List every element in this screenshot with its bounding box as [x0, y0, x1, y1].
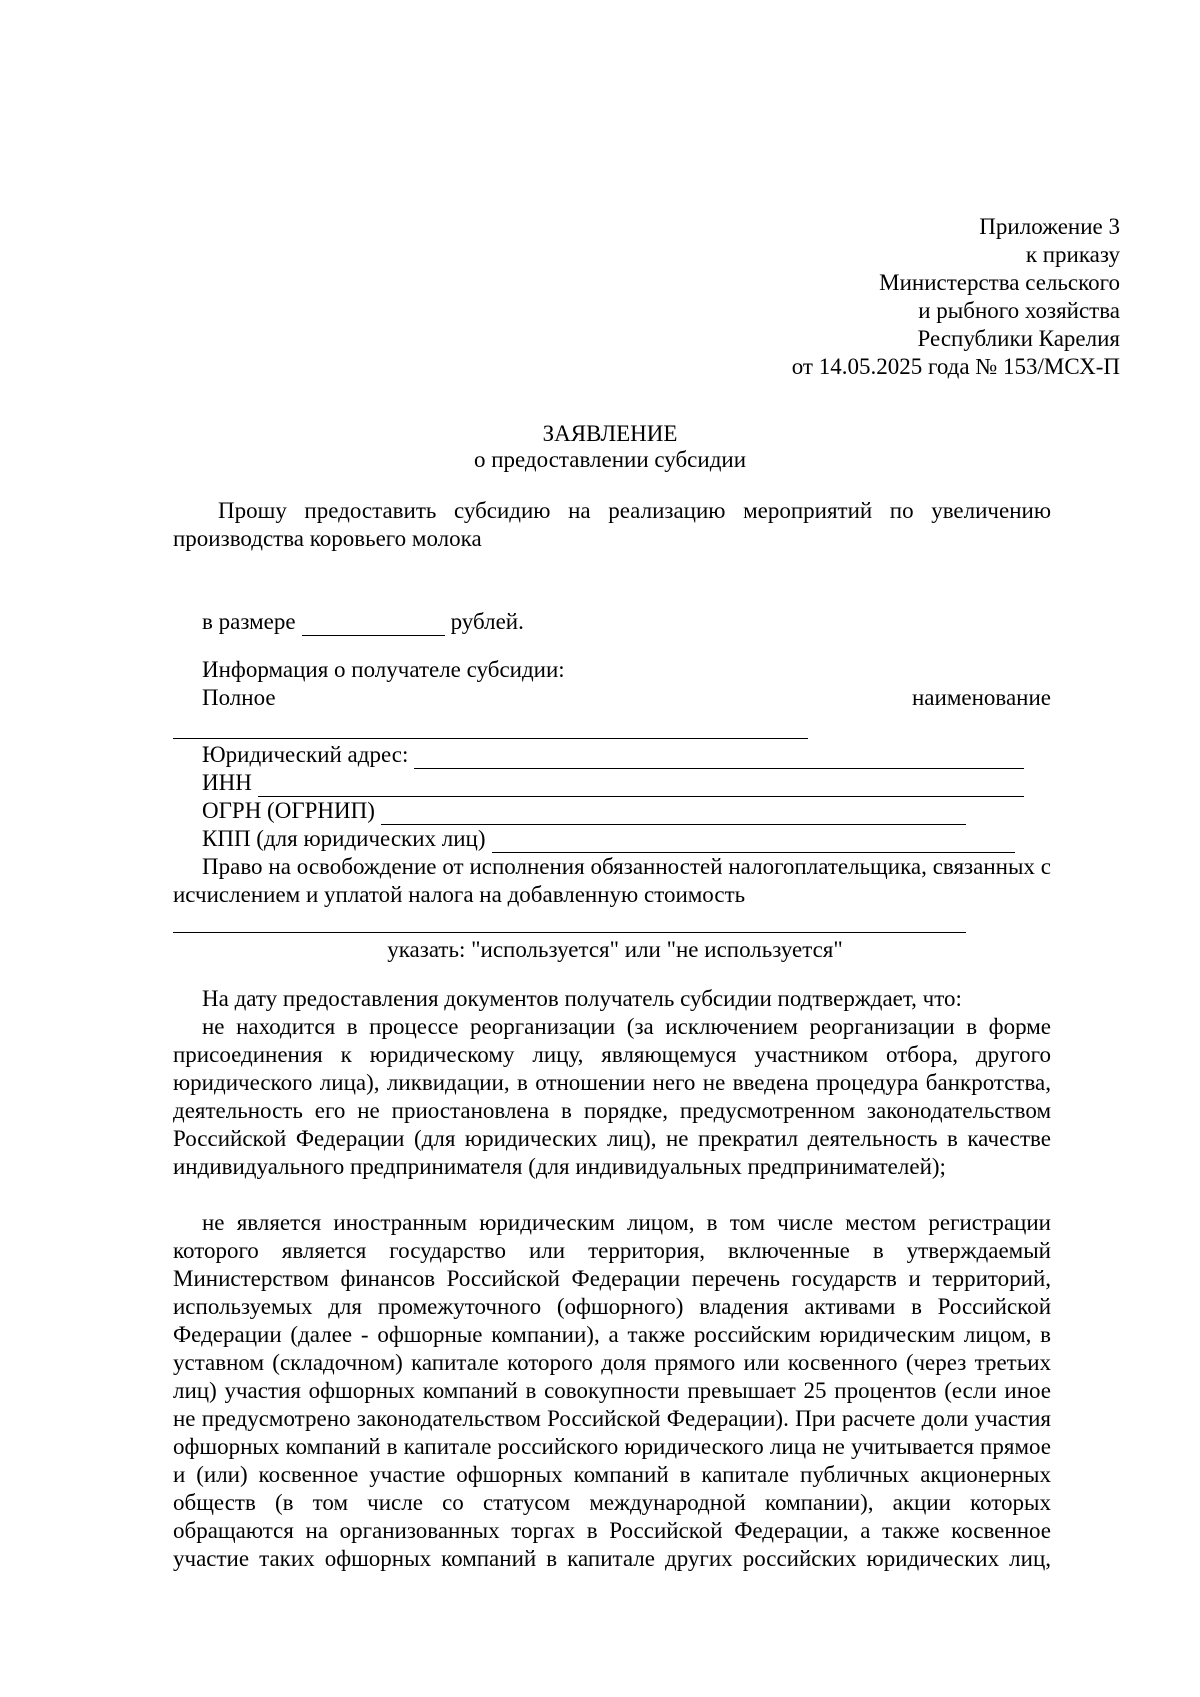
legal-address-label: Юридический адрес: — [202, 742, 409, 767]
full-name-field[interactable] — [173, 738, 808, 739]
vat-exemption-paragraph: Право на освобождение от исполнения обязанностей налогоплательщика, связанных с исчислением и уплатой налога на добавленную стоимость — [173, 854, 1051, 907]
confirm-item-offshore: не является иностранным юридическим лицом, в том числе местом регистрации которого является государство или территория, включенные в утверждаемый Министерством финансов Российской Федерации перечень государств и территорий, используемых для промежуточного (офшорного) владения активами в Российской Федерации (далее - офшорные компании), а также российским юридическим лицом, в уставном (складочном) капитале которого доля прямого или косвенного (через третьих лиц) участия офшорных компаний в совокупности превышает 25 процентов (если иное не предусмотрено законодательством Российской Федерации). При расчете доли участия офшорных компаний в капитале российского юридического лица не учитывается прямое и (или) косвенное участие офшорных компаний в капитале публичных акционерных обществ (в том числе со статусом международной компании), акции которых обращаются на организованных торгах в Российской Федерации, а также косвенное участие таких офшорных компаний в капитале других российских юридических лиц, — [173, 1210, 1051, 1571]
ogrn-field[interactable] — [381, 802, 966, 825]
full-name-row — [202, 684, 1051, 712]
amount-suffix: рублей. — [450, 609, 524, 634]
vat-exemption-hint: указать: "используется" или "не используется" — [387, 937, 843, 962]
full-name-label-right: наименование — [912, 685, 1051, 710]
legal-address-row — [202, 741, 1024, 769]
vat-exemption-field[interactable] — [173, 932, 966, 933]
confirm-intro: На дату предоставления документов получатель субсидии подтверждает, что: — [202, 986, 962, 1011]
legal-address-field[interactable] — [414, 746, 1024, 769]
inn-label: ИНН — [202, 770, 252, 795]
ogrn-label: ОГРН (ОГРНИП) — [202, 798, 375, 823]
request-paragraph: Прошу предоставить субсидию на реализацию мероприятий по увеличению производства коровьего молока — [173, 498, 1051, 551]
appendix-line: Министерства сельского — [879, 270, 1120, 295]
kpp-row — [202, 825, 1015, 853]
appendix-line: Республики Карелия — [917, 326, 1120, 351]
amount-prefix: в размере — [202, 609, 296, 634]
kpp-label: КПП (для юридических лиц) — [202, 826, 486, 851]
appendix-line: и рыбного хозяйства — [918, 298, 1120, 323]
full-name-label-left: Полное — [202, 685, 276, 710]
confirm-item-reorganization: не находится в процессе реорганизации (за исключением реорганизации в форме присоединения к юридическому лицу, являющемуся участником отбора, другого юридического лица), ликвидации, в отношении него не введена процедура банкротства, деятельность его не приостановлена в порядке, предусмотренном законодательством Российской Федерации (для юридических лиц), не прекратил деятельность в качестве индивидуального предпринимателя (для индивидуальных предпринимателей); — [173, 1014, 1051, 1179]
info-heading: Информация о получателе субсидии: — [202, 657, 565, 682]
ogrn-row — [202, 797, 966, 825]
kpp-field[interactable] — [492, 830, 1015, 853]
appendix-line: Приложение 3 — [979, 214, 1120, 239]
appendix-header — [700, 213, 1120, 381]
inn-field[interactable] — [258, 774, 1024, 797]
appendix-line: к приказу — [1025, 242, 1120, 267]
amount-row — [202, 608, 524, 636]
document-title: ЗАЯВЛЕНИЕ — [542, 421, 678, 446]
appendix-line: от 14.05.2025 года № 153/МСХ-П — [791, 354, 1120, 379]
document-subtitle: о предоставлении субсидии — [473, 447, 747, 472]
inn-row — [202, 769, 1024, 797]
amount-field[interactable] — [302, 613, 445, 636]
